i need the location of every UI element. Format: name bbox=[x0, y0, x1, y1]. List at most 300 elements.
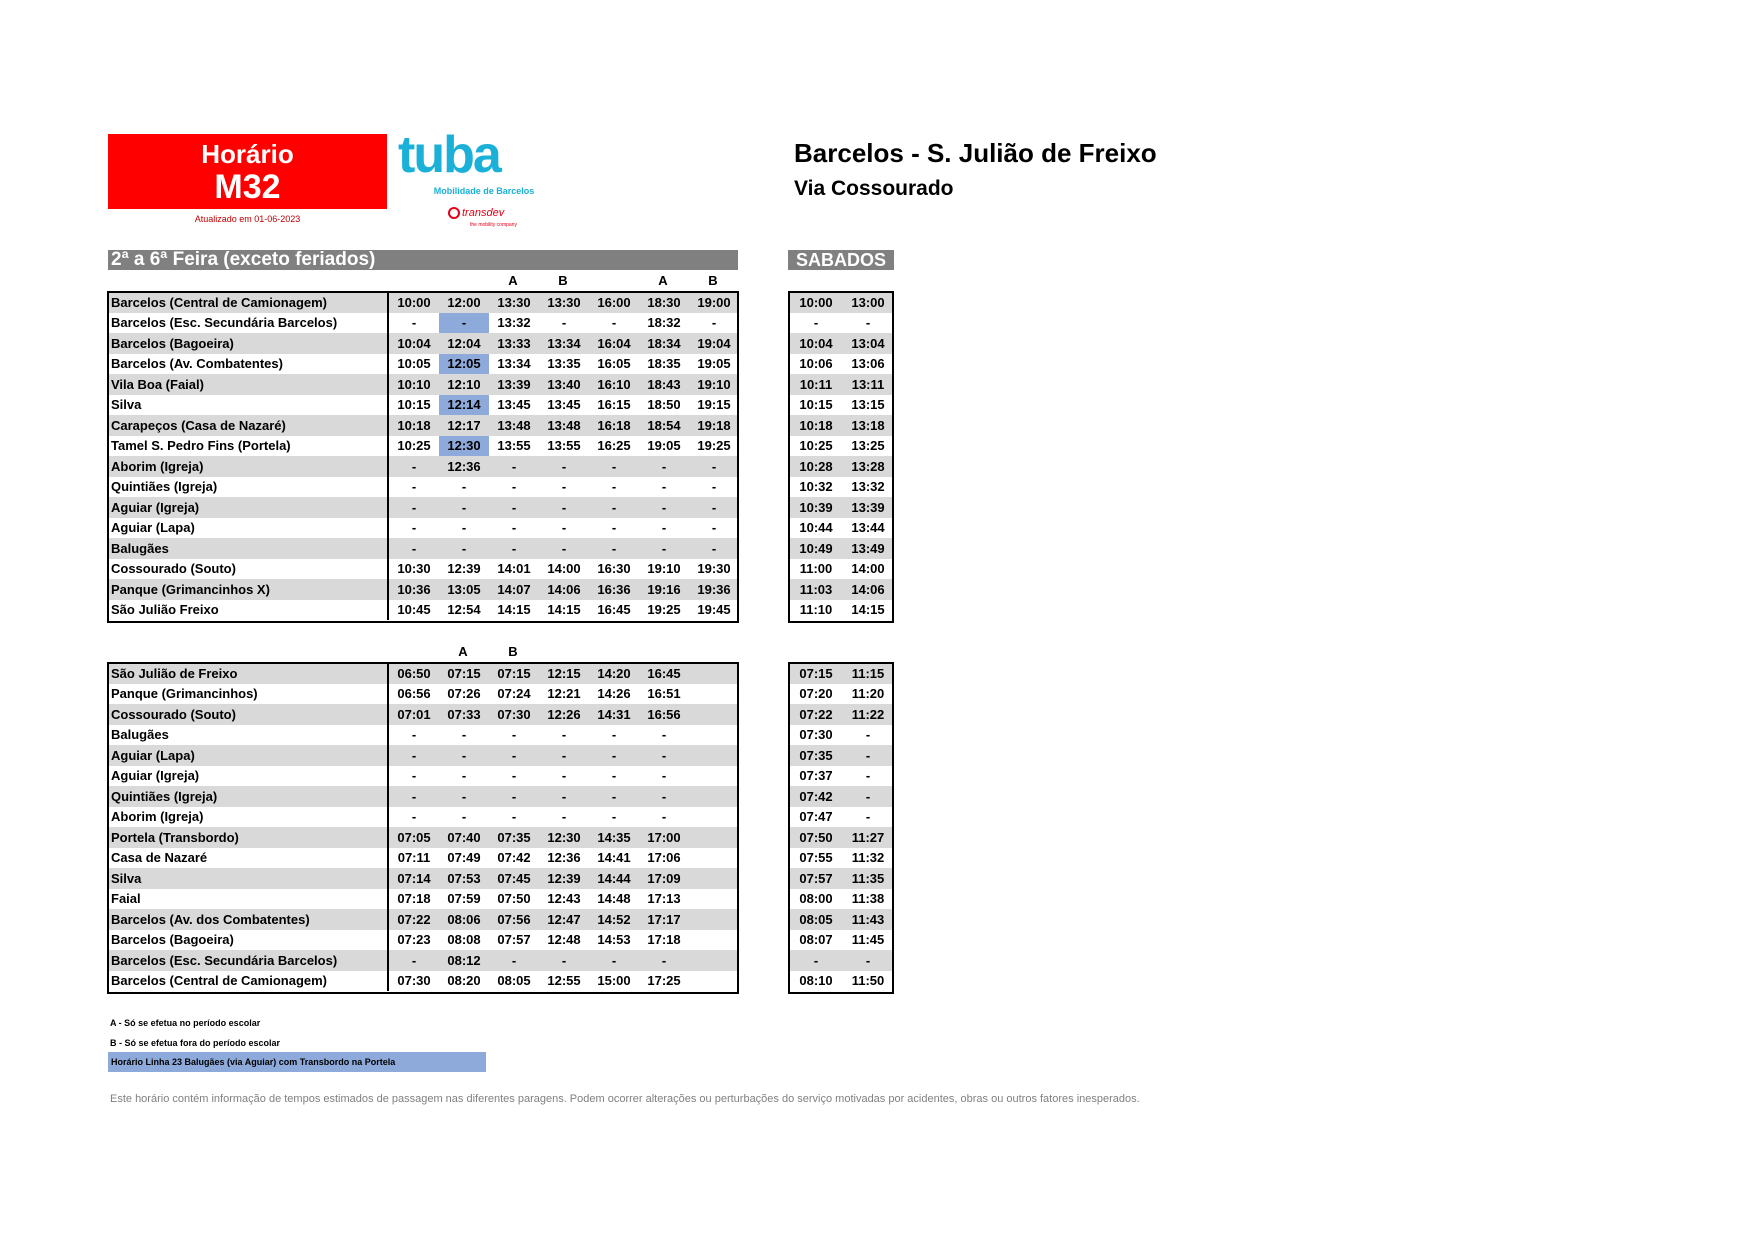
departure-time: 17:06 bbox=[647, 850, 681, 866]
departure-time: - bbox=[388, 518, 439, 539]
departure-time: 12:14 bbox=[439, 395, 489, 416]
empty-cell bbox=[689, 786, 739, 807]
departure-time: - bbox=[611, 727, 617, 743]
departure-time: - bbox=[539, 497, 589, 518]
departure-time: - bbox=[439, 497, 489, 518]
departure-time: 15:00 bbox=[597, 973, 631, 989]
departure-time: 12:36 bbox=[547, 850, 581, 866]
table-row bbox=[108, 766, 739, 787]
departure-time: 16:10 bbox=[589, 374, 639, 395]
departure-time: - bbox=[639, 950, 689, 971]
departure-time: 12:04 bbox=[439, 333, 489, 354]
departure-time: - bbox=[589, 456, 639, 477]
table-row bbox=[790, 313, 894, 334]
departure-time: 14:35 bbox=[589, 827, 639, 848]
departure-time: 10:18 bbox=[388, 415, 439, 436]
departure-time: 07:15 bbox=[439, 663, 489, 684]
empty-cell bbox=[689, 827, 739, 848]
saturday-time: - bbox=[813, 315, 819, 331]
stop-name: São Julião de Freixo bbox=[108, 663, 388, 684]
empty-cell bbox=[689, 745, 739, 766]
departure-time: 12:21 bbox=[547, 686, 581, 702]
departure-time: - bbox=[589, 786, 639, 807]
departure-time: - bbox=[388, 538, 439, 559]
saturday-time: 13:39 bbox=[842, 497, 894, 518]
saturday-time: 07:47 bbox=[799, 809, 833, 825]
stop-name: Aborim (Igreja) bbox=[111, 809, 204, 825]
stop-name: Aguiar (Lapa) bbox=[108, 745, 388, 766]
departure-time: 12:55 bbox=[547, 973, 581, 989]
table-row bbox=[108, 786, 739, 807]
saturday-time: 10:04 bbox=[790, 333, 842, 354]
table-row bbox=[790, 354, 894, 375]
departure-time: 13:40 bbox=[539, 374, 589, 395]
column-note: B bbox=[558, 273, 568, 288]
departure-time: 12:05 bbox=[439, 354, 489, 375]
departure-time: - bbox=[489, 456, 539, 477]
departure-time: - bbox=[489, 497, 539, 518]
empty-cell bbox=[689, 868, 739, 889]
departure-time: 12:43 bbox=[547, 891, 581, 907]
departure-time: - bbox=[388, 807, 439, 828]
departure-time: 12:00 bbox=[439, 292, 489, 313]
departure-time: - bbox=[711, 520, 717, 536]
table-row bbox=[790, 538, 894, 559]
column-note: A bbox=[458, 644, 468, 659]
stop-name: São Julião Freixo bbox=[111, 602, 219, 618]
departure-time: - bbox=[439, 745, 489, 766]
empty-cell bbox=[689, 950, 739, 971]
saturday-time: 10:25 bbox=[799, 438, 833, 454]
logo-subtitle: Mobilidade de Barcelos bbox=[433, 186, 535, 196]
table-row bbox=[790, 518, 894, 539]
departure-time: - bbox=[661, 768, 667, 784]
table-row bbox=[790, 930, 894, 951]
departure-time: 13:34 bbox=[497, 356, 531, 372]
departure-time: 07:24 bbox=[497, 686, 531, 702]
departure-time: 14:52 bbox=[589, 909, 639, 930]
departure-time: - bbox=[589, 950, 639, 971]
transdev-text: transdev bbox=[462, 207, 505, 219]
stop-name: Balugães bbox=[111, 727, 169, 743]
table-row bbox=[108, 538, 739, 559]
departure-time: 18:32 bbox=[647, 315, 681, 331]
table-row bbox=[108, 415, 739, 436]
transdev-logo bbox=[448, 207, 504, 219]
departure-time: 10:10 bbox=[388, 374, 439, 395]
saturday-time: 13:32 bbox=[851, 479, 885, 495]
saturday-time: 13:15 bbox=[851, 397, 885, 413]
departure-time: 16:04 bbox=[589, 333, 639, 354]
table-row bbox=[108, 456, 739, 477]
stop-name: Silva bbox=[111, 397, 142, 413]
departure-time: 13:48 bbox=[539, 415, 589, 436]
departure-time: 08:05 bbox=[497, 973, 531, 989]
departure-time: 13:30 bbox=[539, 292, 589, 313]
saturday-time: 13:00 bbox=[842, 292, 894, 313]
saturday-time: 13:11 bbox=[842, 374, 894, 395]
departure-time: - bbox=[388, 950, 439, 971]
departure-time: 07:53 bbox=[439, 868, 489, 889]
departure-time: 16:30 bbox=[597, 561, 631, 577]
departure-time: 10:25 bbox=[388, 436, 439, 457]
departure-time: 17:17 bbox=[639, 909, 689, 930]
departure-time: 13:48 bbox=[489, 415, 539, 436]
saturday-time: 10:18 bbox=[790, 415, 842, 436]
table-row bbox=[108, 950, 739, 971]
line-badge bbox=[108, 134, 387, 209]
departure-time: 10:04 bbox=[388, 333, 439, 354]
departure-time: 16:15 bbox=[597, 397, 631, 413]
departure-time: - bbox=[388, 477, 439, 498]
departure-time: 19:30 bbox=[697, 561, 731, 577]
departure-time: - bbox=[589, 538, 639, 559]
table-row bbox=[108, 497, 739, 518]
departure-time: 07:18 bbox=[388, 889, 439, 910]
saturday-time: - bbox=[790, 950, 842, 971]
departure-time: 13:55 bbox=[497, 438, 531, 454]
departure-time: 16:45 bbox=[597, 602, 631, 618]
departure-time: 16:05 bbox=[597, 356, 631, 372]
saturday-time: 10:06 bbox=[799, 356, 833, 372]
departure-time: 12:48 bbox=[547, 932, 581, 948]
updated-date: Atualizado em 01-06-2023 bbox=[194, 214, 301, 224]
stop-name: Barcelos (Av. Combatentes) bbox=[111, 356, 283, 372]
departure-time: 12:54 bbox=[447, 602, 481, 618]
empty-cell bbox=[689, 725, 739, 746]
departure-time: 07:49 bbox=[447, 850, 481, 866]
departure-time: - bbox=[639, 538, 689, 559]
departure-time: 06:50 bbox=[388, 663, 439, 684]
saturday-time: 11:43 bbox=[842, 909, 894, 930]
departure-time: 12:30 bbox=[539, 827, 589, 848]
departure-time: - bbox=[561, 315, 567, 331]
departure-time: 18:50 bbox=[647, 397, 681, 413]
stop-name: Barcelos (Av. dos Combatentes) bbox=[108, 909, 388, 930]
empty-cell bbox=[689, 807, 739, 828]
departure-time: - bbox=[711, 479, 717, 495]
route-via: Via Cossourado bbox=[794, 177, 954, 200]
departure-time: 07:22 bbox=[388, 909, 439, 930]
stop-name: Panque (Grimancinhos) bbox=[111, 686, 258, 702]
saturday-time: 10:15 bbox=[799, 397, 833, 413]
transdev-icon bbox=[448, 207, 460, 219]
departure-time: 07:59 bbox=[447, 891, 481, 907]
stop-name: Aguiar (Igreja) bbox=[108, 497, 388, 518]
tuba-logo bbox=[396, 128, 576, 184]
route-title: Barcelos - S. Julião de Freixo bbox=[794, 138, 1157, 168]
departure-time: 19:00 bbox=[689, 292, 739, 313]
departure-time: 17:13 bbox=[647, 891, 681, 907]
table-row bbox=[790, 374, 894, 395]
table-row bbox=[790, 909, 894, 930]
empty-cell bbox=[689, 663, 739, 684]
saturday-time: 07:30 bbox=[799, 727, 833, 743]
departure-time: 07:14 bbox=[388, 868, 439, 889]
table-row bbox=[108, 663, 739, 684]
saturday-time: 13:04 bbox=[842, 333, 894, 354]
departure-time: - bbox=[388, 497, 439, 518]
departure-time: 14:41 bbox=[597, 850, 631, 866]
stop-name: Barcelos (Esc. Secundária Barcelos) bbox=[111, 315, 338, 331]
table-row bbox=[790, 971, 894, 992]
stop-name: Carapeços (Casa de Nazaré) bbox=[108, 415, 388, 436]
saturday-time: 13:25 bbox=[851, 438, 885, 454]
departure-time: 07:56 bbox=[489, 909, 539, 930]
departure-time: 14:15 bbox=[497, 602, 531, 618]
departure-time: 13:34 bbox=[539, 333, 589, 354]
departure-time: - bbox=[461, 809, 467, 825]
departure-time: 16:36 bbox=[589, 579, 639, 600]
departure-time: - bbox=[661, 809, 667, 825]
departure-time: 13:45 bbox=[497, 397, 531, 413]
saturday-time: 07:15 bbox=[790, 663, 842, 684]
departure-time: - bbox=[388, 313, 439, 334]
saturday-time: 11:38 bbox=[851, 891, 885, 907]
departure-time: 18:35 bbox=[647, 356, 681, 372]
saturday-time: 07:50 bbox=[790, 827, 842, 848]
departure-time: 19:18 bbox=[689, 415, 739, 436]
table-row bbox=[108, 559, 739, 580]
stop-name: Barcelos (Bagoeira) bbox=[111, 932, 234, 948]
table-row bbox=[108, 827, 739, 848]
departure-time: - bbox=[661, 727, 667, 743]
table-row bbox=[108, 807, 739, 828]
table-row bbox=[108, 292, 739, 313]
table-row bbox=[790, 292, 894, 313]
departure-time: 13:30 bbox=[489, 292, 539, 313]
stop-name: Cossourado (Souto) bbox=[108, 704, 388, 725]
table-row bbox=[790, 745, 894, 766]
empty-cell bbox=[689, 930, 739, 951]
table-row bbox=[108, 704, 739, 725]
table-row bbox=[790, 456, 894, 477]
departure-time: - bbox=[561, 479, 567, 495]
departure-time: 17:09 bbox=[639, 868, 689, 889]
departure-time: - bbox=[661, 479, 667, 495]
departure-time: - bbox=[611, 479, 617, 495]
empty-cell bbox=[689, 684, 739, 705]
table-row bbox=[790, 827, 894, 848]
saturday-time: 10:44 bbox=[799, 520, 833, 536]
table-row bbox=[108, 436, 739, 457]
saturday-time: 13:44 bbox=[851, 520, 885, 536]
departure-time: 07:15 bbox=[489, 663, 539, 684]
departure-time: - bbox=[639, 497, 689, 518]
table-row bbox=[108, 971, 739, 992]
departure-time: - bbox=[489, 745, 539, 766]
saturday-time: 11:10 bbox=[799, 602, 833, 618]
departure-time: 07:23 bbox=[388, 930, 439, 951]
departure-time: 12:10 bbox=[439, 374, 489, 395]
departure-time: - bbox=[661, 520, 667, 536]
saturday-section-bar: SABADOS bbox=[788, 250, 894, 270]
departure-time: 14:20 bbox=[589, 663, 639, 684]
saturday-time: 14:15 bbox=[851, 602, 885, 618]
empty-cell bbox=[689, 766, 739, 787]
table-row bbox=[108, 889, 739, 910]
table-row bbox=[790, 395, 894, 416]
column-note: A bbox=[508, 273, 518, 288]
departure-time: - bbox=[388, 786, 439, 807]
departure-time: 19:10 bbox=[647, 561, 681, 577]
table-row bbox=[108, 395, 739, 416]
saturday-time: - bbox=[865, 768, 871, 784]
stop-name: Balugães bbox=[108, 538, 388, 559]
table-row bbox=[790, 415, 894, 436]
departure-time: 12:17 bbox=[439, 415, 489, 436]
stop-name: Panque (Grimancinhos X) bbox=[108, 579, 388, 600]
empty-cell bbox=[689, 848, 739, 869]
saturday-time: 11:22 bbox=[842, 704, 894, 725]
departure-time: - bbox=[489, 950, 539, 971]
table-row bbox=[108, 868, 739, 889]
departure-time: 16:51 bbox=[647, 686, 681, 702]
departure-time: 19:15 bbox=[697, 397, 731, 413]
saturday-time: - bbox=[865, 315, 871, 331]
table-row bbox=[790, 786, 894, 807]
saturday-time: 07:22 bbox=[790, 704, 842, 725]
saturday-time: 13:06 bbox=[851, 356, 885, 372]
departure-time: 12:47 bbox=[539, 909, 589, 930]
table-row bbox=[108, 684, 739, 705]
departure-time: 07:26 bbox=[447, 686, 481, 702]
outbound-weekday-table bbox=[108, 292, 739, 620]
stop-name: Barcelos (Bagoeira) bbox=[108, 333, 388, 354]
table-row bbox=[790, 684, 894, 705]
saturday-time: 11:45 bbox=[851, 932, 885, 948]
departure-time: - bbox=[439, 786, 489, 807]
departure-time: 12:30 bbox=[439, 436, 489, 457]
stop-name: Barcelos (Central de Camionagem) bbox=[111, 973, 328, 989]
table-row bbox=[790, 559, 894, 580]
departure-time: 19:25 bbox=[647, 602, 681, 618]
table-row bbox=[790, 497, 894, 518]
saturday-time: 07:42 bbox=[790, 786, 842, 807]
saturday-time: 11:15 bbox=[842, 663, 894, 684]
saturday-time: 11:32 bbox=[851, 850, 885, 866]
departure-time: - bbox=[611, 768, 617, 784]
departure-time: 18:30 bbox=[639, 292, 689, 313]
departure-time: 14:26 bbox=[597, 686, 631, 702]
departure-time: - bbox=[539, 456, 589, 477]
departure-time: 08:12 bbox=[439, 950, 489, 971]
column-note: B bbox=[708, 273, 718, 288]
departure-time: 07:50 bbox=[497, 891, 531, 907]
departure-time: - bbox=[589, 497, 639, 518]
table-row bbox=[790, 663, 894, 684]
saturday-time: 08:05 bbox=[790, 909, 842, 930]
saturday-time: 11:00 bbox=[799, 561, 833, 577]
transdev-tagline: the mobility company bbox=[470, 222, 517, 228]
weekday-section-bar: 2ª a 6ª Feira (exceto feriados) bbox=[108, 250, 738, 270]
line-code: M32 bbox=[214, 168, 281, 206]
note-a: A - Só se efetua no período escolar bbox=[110, 1018, 261, 1028]
column-note: A bbox=[658, 273, 668, 288]
departure-time: - bbox=[639, 745, 689, 766]
departure-time: - bbox=[639, 786, 689, 807]
stop-name: Aborim (Igreja) bbox=[108, 456, 388, 477]
departure-time: 07:40 bbox=[439, 827, 489, 848]
departure-time: 07:33 bbox=[439, 704, 489, 725]
departure-time: 13:55 bbox=[547, 438, 581, 454]
departure-time: 19:45 bbox=[697, 602, 731, 618]
departure-time: - bbox=[539, 950, 589, 971]
saturday-time: 11:20 bbox=[851, 686, 885, 702]
stop-name: Faial bbox=[111, 891, 141, 907]
saturday-time: 13:49 bbox=[842, 538, 894, 559]
table-row bbox=[790, 477, 894, 498]
departure-time: 12:36 bbox=[439, 456, 489, 477]
departure-time: 08:20 bbox=[447, 973, 481, 989]
inbound-saturday-table bbox=[790, 663, 894, 991]
stop-name: Aguiar (Lapa) bbox=[111, 520, 195, 536]
departure-time: - bbox=[639, 456, 689, 477]
departure-time: 10:05 bbox=[388, 354, 439, 375]
departure-time: - bbox=[539, 745, 589, 766]
departure-time: - bbox=[539, 786, 589, 807]
table-row bbox=[108, 579, 739, 600]
departure-time: 07:11 bbox=[388, 848, 439, 869]
saturday-time: 10:32 bbox=[799, 479, 833, 495]
departure-time: 19:36 bbox=[689, 579, 739, 600]
logo-text: tuba bbox=[398, 128, 500, 184]
table-row bbox=[790, 725, 894, 746]
saturday-time: 10:00 bbox=[790, 292, 842, 313]
departure-time: 14:06 bbox=[539, 579, 589, 600]
departure-time: 14:48 bbox=[597, 891, 631, 907]
departure-time: 07:57 bbox=[497, 932, 531, 948]
table-row bbox=[108, 909, 739, 930]
departure-time: 19:04 bbox=[689, 333, 739, 354]
empty-cell bbox=[689, 889, 739, 910]
departure-time: 13:32 bbox=[497, 315, 531, 331]
stop-name: Cossourado (Souto) bbox=[111, 561, 236, 577]
stop-name: Quintiães (Igreja) bbox=[108, 786, 388, 807]
departure-time: 13:33 bbox=[489, 333, 539, 354]
departure-time: 13:05 bbox=[439, 579, 489, 600]
saturday-time: 10:28 bbox=[790, 456, 842, 477]
saturday-time: 10:11 bbox=[790, 374, 842, 395]
stop-name: Casa de Nazaré bbox=[111, 850, 208, 866]
table-row bbox=[790, 579, 894, 600]
disclaimer: Este horário contém informação de tempos estimados de passagem nas diferentes paragens. Podem ocorrer alterações ou perturbações do serviço motivadas por acidentes, obras ou outros fatores inesperados. bbox=[110, 1093, 1140, 1105]
empty-cell bbox=[689, 704, 739, 725]
departure-time: 18:34 bbox=[639, 333, 689, 354]
saturday-time: 07:37 bbox=[799, 768, 833, 784]
saturday-time: - bbox=[842, 950, 894, 971]
departure-time: 16:56 bbox=[639, 704, 689, 725]
stop-name: Vila Boa (Faial) bbox=[108, 374, 388, 395]
saturday-time: 08:10 bbox=[799, 973, 833, 989]
departure-time: - bbox=[461, 768, 467, 784]
stop-name: Barcelos (Esc. Secundária Barcelos) bbox=[108, 950, 388, 971]
stop-name: Quintiães (Igreja) bbox=[111, 479, 218, 495]
departure-time: 13:35 bbox=[547, 356, 581, 372]
departure-time: - bbox=[461, 479, 467, 495]
departure-time: 07:45 bbox=[489, 868, 539, 889]
departure-time: - bbox=[511, 479, 517, 495]
column-note: B bbox=[508, 644, 518, 659]
table-row bbox=[790, 600, 894, 621]
departure-time: - bbox=[561, 768, 567, 784]
saturday-time: 11:50 bbox=[851, 973, 885, 989]
table-row bbox=[108, 333, 739, 354]
departure-time: 19:16 bbox=[639, 579, 689, 600]
saturday-time: 14:00 bbox=[851, 561, 885, 577]
departure-time: 18:43 bbox=[639, 374, 689, 395]
departure-time: - bbox=[539, 538, 589, 559]
